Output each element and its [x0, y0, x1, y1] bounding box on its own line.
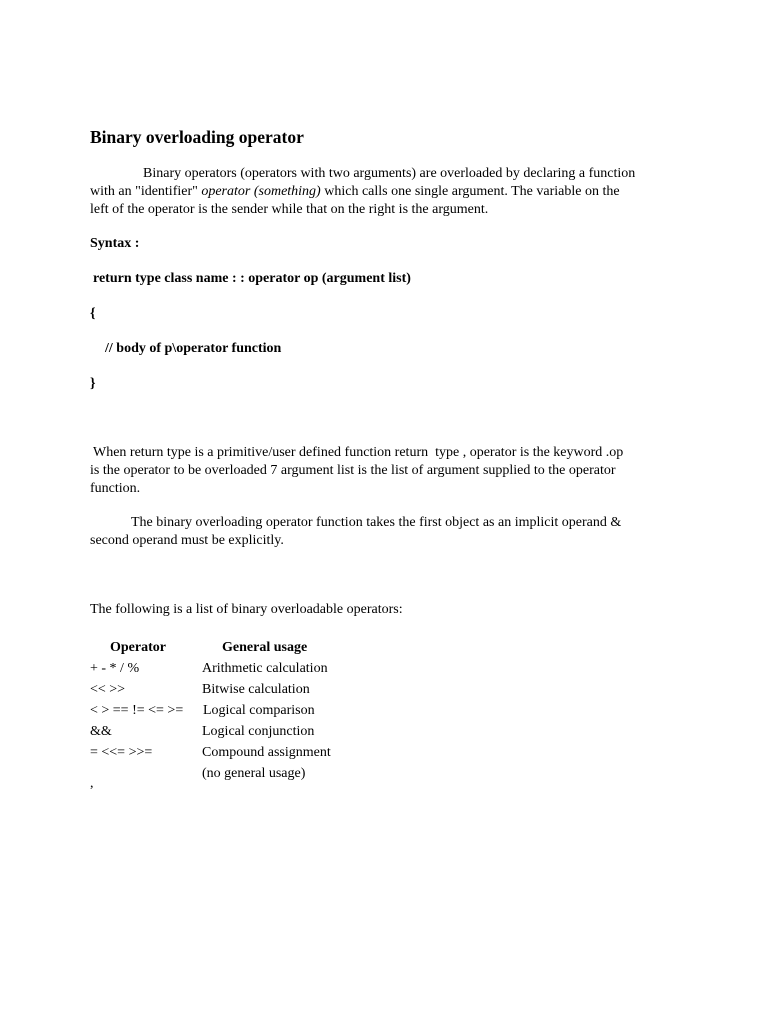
- table-row-usage: Arithmetic calculation: [202, 661, 328, 676]
- explanation-line-2: is the operator to be overloaded 7 argument list is the list of argument supplied to the operator: [90, 463, 616, 478]
- list-intro: The following is a list of binary overloadable operators:: [90, 602, 403, 617]
- intro-line-1: Binary operators (operators with two arguments) are overloaded by declaring a function: [143, 166, 636, 181]
- syntax-line: return type class name : : operator op (argument list): [93, 271, 411, 286]
- table-header-usage: General usage: [222, 640, 308, 655]
- explanation-line-3: function.: [90, 481, 141, 496]
- explanation-line-1: When return type is a primitive/user defined function return type , operator is the keyword .op: [93, 445, 624, 460]
- syntax-label: Syntax :: [90, 236, 140, 251]
- table-row-usage: Logical conjunction: [202, 724, 315, 739]
- table-row-usage: (no general usage): [202, 766, 306, 781]
- table-row-operator: + - * / %: [90, 661, 140, 676]
- document-title: Binary overloading operator: [90, 127, 304, 147]
- table-row-operator: &&: [90, 724, 112, 739]
- intro-line-3: left of the operator is the sender while that on the right is the argument.: [90, 202, 489, 217]
- intro-line-2: [90, 183, 620, 201]
- binary-note-line-2: second operand must be explicitly.: [90, 533, 284, 548]
- table-row-operator: ,: [90, 776, 94, 791]
- table-row-operator: = <<= >>=: [90, 745, 153, 760]
- close-brace: }: [90, 376, 96, 391]
- table-row-operator: << >>: [90, 682, 126, 697]
- intro-line-2-post: which calls one single argument. The variable on the: [320, 184, 620, 199]
- table-row-usage: Compound assignment: [202, 745, 331, 760]
- binary-note-line-1: The binary overloading operator function takes the first object as an implicit operand &: [131, 515, 622, 530]
- intro-line-2-italic: operator (something): [201, 184, 321, 199]
- body-comment: // body of p\operator function: [105, 341, 282, 356]
- intro-line-2-pre: with an "identifier": [90, 184, 202, 199]
- table-row-usage: Bitwise calculation: [202, 682, 310, 697]
- table-header-operator: Operator: [110, 640, 166, 655]
- table-row-operator: < > == != <= >=: [90, 703, 184, 718]
- open-brace: {: [90, 306, 96, 321]
- table-row-usage: Logical comparison: [203, 703, 315, 718]
